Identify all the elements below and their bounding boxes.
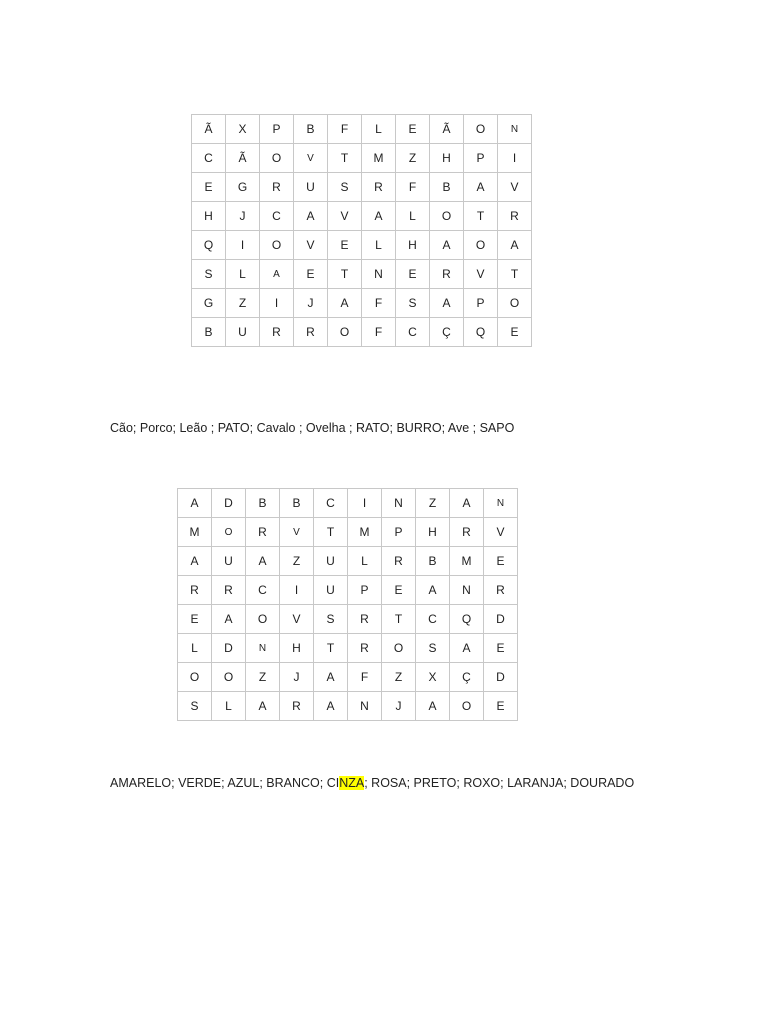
grid-cell: N bbox=[246, 634, 280, 663]
grid-cell: R bbox=[280, 692, 314, 721]
grid-cell: A bbox=[178, 489, 212, 518]
grid-cell: P bbox=[464, 289, 498, 318]
grid-cell: N bbox=[484, 489, 518, 518]
grid-cell: S bbox=[328, 173, 362, 202]
grid-cell: Ç bbox=[450, 663, 484, 692]
grid-cell: H bbox=[280, 634, 314, 663]
grid-cell: G bbox=[192, 289, 226, 318]
grid-row bbox=[192, 173, 532, 202]
color-words-part-2: ; ROSA; PRETO; ROXO; LARANJA; DOURADO bbox=[364, 776, 635, 790]
grid-cell: X bbox=[226, 115, 260, 144]
grid-cell: T bbox=[314, 518, 348, 547]
grid-row bbox=[192, 260, 532, 289]
grid-cell: C bbox=[314, 489, 348, 518]
grid-cell: A bbox=[416, 692, 450, 721]
grid-cell: R bbox=[484, 576, 518, 605]
grid-cell: D bbox=[484, 663, 518, 692]
grid-cell: E bbox=[484, 634, 518, 663]
highlighted-text: NZA bbox=[339, 776, 365, 790]
grid-cell: C bbox=[260, 202, 294, 231]
grid-cell: F bbox=[348, 663, 382, 692]
grid-cell: A bbox=[314, 663, 348, 692]
grid-cell: I bbox=[348, 489, 382, 518]
grid-cell: A bbox=[294, 202, 328, 231]
grid-cell: B bbox=[280, 489, 314, 518]
grid-cell: A bbox=[260, 260, 294, 289]
grid-cell: H bbox=[192, 202, 226, 231]
grid-row bbox=[192, 202, 532, 231]
grid-cell: Ç bbox=[430, 318, 464, 347]
grid-cell: A bbox=[178, 547, 212, 576]
grid-cell: F bbox=[328, 115, 362, 144]
grid-cell: O bbox=[328, 318, 362, 347]
grid-row bbox=[178, 692, 518, 721]
grid-cell: O bbox=[382, 634, 416, 663]
grid-cell: V bbox=[464, 260, 498, 289]
grid-cell: O bbox=[260, 231, 294, 260]
grid-cell: R bbox=[348, 605, 382, 634]
grid-cell: S bbox=[178, 692, 212, 721]
grid-cell: B bbox=[246, 489, 280, 518]
grid-row bbox=[192, 144, 532, 173]
grid-row bbox=[192, 318, 532, 347]
grid-cell: N bbox=[498, 115, 532, 144]
grid-cell: A bbox=[246, 547, 280, 576]
grid-cell: E bbox=[484, 547, 518, 576]
grid-cell: I bbox=[226, 231, 260, 260]
grid-cell: A bbox=[314, 692, 348, 721]
grid-cell: R bbox=[178, 576, 212, 605]
grid-cell: T bbox=[382, 605, 416, 634]
grid-cell: U bbox=[294, 173, 328, 202]
grid-cell: J bbox=[280, 663, 314, 692]
grid-cell: B bbox=[416, 547, 450, 576]
grid-cell: O bbox=[212, 663, 246, 692]
grid-cell: U bbox=[226, 318, 260, 347]
grid-cell: Q bbox=[450, 605, 484, 634]
grid-cell: Z bbox=[382, 663, 416, 692]
grid-cell: Z bbox=[416, 489, 450, 518]
grid-cell: E bbox=[192, 173, 226, 202]
grid-cell: O bbox=[246, 605, 280, 634]
grid-row bbox=[178, 663, 518, 692]
grid-cell: V bbox=[328, 202, 362, 231]
grid-cell: L bbox=[226, 260, 260, 289]
grid-cell: J bbox=[226, 202, 260, 231]
grid-cell: O bbox=[260, 144, 294, 173]
grid-cell: J bbox=[382, 692, 416, 721]
grid-cell: E bbox=[178, 605, 212, 634]
grid-cell: N bbox=[348, 692, 382, 721]
grid-cell: Ã bbox=[192, 115, 226, 144]
grid-cell: Ã bbox=[430, 115, 464, 144]
grid-cell: O bbox=[212, 518, 246, 547]
grid-row bbox=[178, 576, 518, 605]
grid-row bbox=[178, 605, 518, 634]
grid-cell: N bbox=[362, 260, 396, 289]
grid-row bbox=[192, 289, 532, 318]
grid-cell: R bbox=[382, 547, 416, 576]
grid-cell: E bbox=[498, 318, 532, 347]
grid-cell: Z bbox=[246, 663, 280, 692]
grid-cell: I bbox=[280, 576, 314, 605]
grid-row bbox=[192, 231, 532, 260]
grid-cell: V bbox=[280, 518, 314, 547]
grid-cell: A bbox=[416, 576, 450, 605]
grid-cell: N bbox=[382, 489, 416, 518]
grid-cell: T bbox=[328, 260, 362, 289]
grid-cell: C bbox=[192, 144, 226, 173]
grid-row bbox=[178, 518, 518, 547]
grid-cell: T bbox=[464, 202, 498, 231]
grid-row bbox=[192, 115, 532, 144]
grid-cell: A bbox=[430, 231, 464, 260]
grid-cell: F bbox=[396, 173, 430, 202]
grid-cell: D bbox=[212, 634, 246, 663]
word-search-grid-animals bbox=[191, 114, 532, 347]
grid-cell: C bbox=[416, 605, 450, 634]
grid-cell: D bbox=[212, 489, 246, 518]
grid-cell: A bbox=[362, 202, 396, 231]
grid-row bbox=[178, 634, 518, 663]
grid-cell: E bbox=[484, 692, 518, 721]
grid-cell: A bbox=[328, 289, 362, 318]
grid-cell: B bbox=[192, 318, 226, 347]
grid-cell: R bbox=[348, 634, 382, 663]
grid-cell: C bbox=[396, 318, 430, 347]
grid-cell: D bbox=[484, 605, 518, 634]
grid-cell: X bbox=[416, 663, 450, 692]
grid-cell: R bbox=[212, 576, 246, 605]
color-words-part-1: AMARELO; VERDE; AZUL; BRANCO; CI bbox=[110, 776, 340, 790]
grid-cell: F bbox=[362, 318, 396, 347]
grid-cell: I bbox=[498, 144, 532, 173]
grid-cell: E bbox=[328, 231, 362, 260]
grid-cell: R bbox=[294, 318, 328, 347]
grid-cell: P bbox=[348, 576, 382, 605]
grid-cell: U bbox=[314, 576, 348, 605]
grid-cell: T bbox=[328, 144, 362, 173]
grid-row bbox=[178, 547, 518, 576]
grid-cell: T bbox=[314, 634, 348, 663]
grid-cell: L bbox=[396, 202, 430, 231]
grid-cell: A bbox=[498, 231, 532, 260]
grid-cell: A bbox=[450, 489, 484, 518]
grid-cell: P bbox=[260, 115, 294, 144]
grid-cell: O bbox=[430, 202, 464, 231]
word-search-grid-colors bbox=[177, 488, 518, 721]
grid-cell: S bbox=[416, 634, 450, 663]
grid-cell: R bbox=[260, 173, 294, 202]
grid-cell: P bbox=[464, 144, 498, 173]
grid-cell: M bbox=[362, 144, 396, 173]
grid-cell: M bbox=[178, 518, 212, 547]
grid-cell: S bbox=[396, 289, 430, 318]
grid-cell: Z bbox=[280, 547, 314, 576]
grid-cell: Z bbox=[226, 289, 260, 318]
grid-cell: V bbox=[280, 605, 314, 634]
grid-cell: Z bbox=[396, 144, 430, 173]
grid-cell: Ã bbox=[226, 144, 260, 173]
grid-cell: E bbox=[294, 260, 328, 289]
grid-cell: S bbox=[314, 605, 348, 634]
grid-cell: V bbox=[498, 173, 532, 202]
grid-cell: R bbox=[450, 518, 484, 547]
grid-cell: U bbox=[314, 547, 348, 576]
grid-cell: V bbox=[294, 231, 328, 260]
grid-cell: M bbox=[450, 547, 484, 576]
color-word-list bbox=[110, 776, 634, 790]
grid-cell: H bbox=[396, 231, 430, 260]
grid-cell: J bbox=[294, 289, 328, 318]
grid-cell: U bbox=[212, 547, 246, 576]
grid-cell: V bbox=[484, 518, 518, 547]
grid-cell: R bbox=[498, 202, 532, 231]
grid-cell: A bbox=[212, 605, 246, 634]
grid-body bbox=[192, 115, 532, 347]
grid-cell: T bbox=[498, 260, 532, 289]
grid-cell: Q bbox=[464, 318, 498, 347]
grid-cell: O bbox=[464, 115, 498, 144]
grid-cell: R bbox=[260, 318, 294, 347]
grid-cell: Q bbox=[192, 231, 226, 260]
grid-cell: F bbox=[362, 289, 396, 318]
grid-cell: H bbox=[416, 518, 450, 547]
grid-cell: O bbox=[178, 663, 212, 692]
grid-cell: H bbox=[430, 144, 464, 173]
grid-cell: A bbox=[464, 173, 498, 202]
grid-cell: L bbox=[348, 547, 382, 576]
grid-cell: E bbox=[396, 260, 430, 289]
grid-row bbox=[178, 489, 518, 518]
grid-cell: L bbox=[362, 115, 396, 144]
grid-cell: V bbox=[294, 144, 328, 173]
grid-cell: B bbox=[294, 115, 328, 144]
grid-cell: L bbox=[212, 692, 246, 721]
grid-body bbox=[178, 489, 518, 721]
grid-cell: L bbox=[178, 634, 212, 663]
grid-cell: I bbox=[260, 289, 294, 318]
grid-cell: R bbox=[430, 260, 464, 289]
grid-cell: R bbox=[246, 518, 280, 547]
grid-cell: M bbox=[348, 518, 382, 547]
grid-cell: O bbox=[450, 692, 484, 721]
grid-cell: A bbox=[246, 692, 280, 721]
grid-cell: L bbox=[362, 231, 396, 260]
grid-cell: B bbox=[430, 173, 464, 202]
grid-cell: A bbox=[450, 634, 484, 663]
animal-word-list: Cão; Porco; Leão ; PATO; Cavalo ; Ovelha ; RATO; BURRO; Ave ; SAPO bbox=[110, 421, 515, 435]
grid-cell: N bbox=[450, 576, 484, 605]
grid-cell: O bbox=[464, 231, 498, 260]
grid-cell: E bbox=[396, 115, 430, 144]
grid-cell: C bbox=[246, 576, 280, 605]
grid-cell: R bbox=[362, 173, 396, 202]
grid-cell: S bbox=[192, 260, 226, 289]
grid-cell: G bbox=[226, 173, 260, 202]
grid-cell: O bbox=[498, 289, 532, 318]
grid-cell: E bbox=[382, 576, 416, 605]
grid-cell: A bbox=[430, 289, 464, 318]
grid-cell: P bbox=[382, 518, 416, 547]
